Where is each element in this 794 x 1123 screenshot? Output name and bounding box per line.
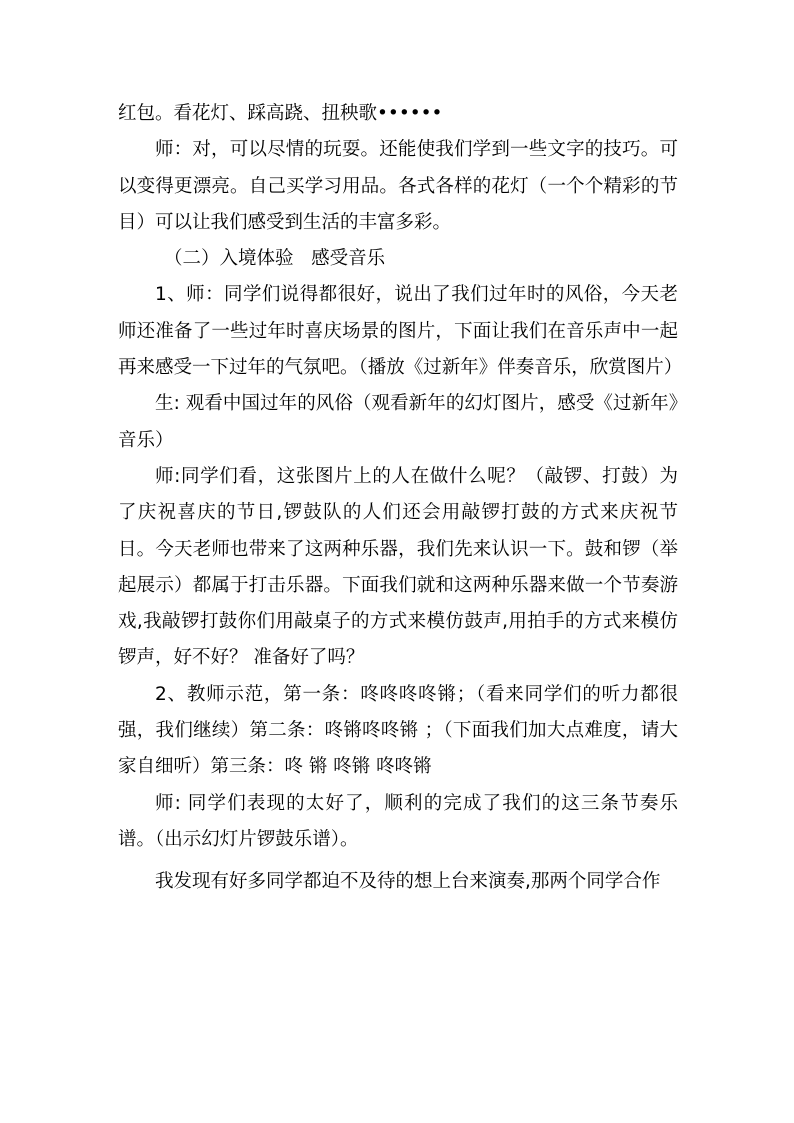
paragraph-rhythm-score: 师: 同学们表现的太好了，顺利的完成了我们的这三条节奏乐谱。（出示幻灯片锣鼓乐谱）。: [118, 792, 678, 850]
section-heading-experience-music: （二）入境体验 感受音乐: [164, 248, 386, 270]
paragraph-gong-drum: 师:同学们看，这张图片上的人在做什么呢？（敲锣、打鼓）为了庆祝喜庆的节日,锣鼓队的人们还会用敲锣打鼓的方式来庆祝节日。今天老师也带来了这两种乐器，我们先来认识一下。鼓和锣（举起展示）都属于打击乐器。下面我们就和这两种乐器来做一个节奏游戏,我敲锣打鼓你们用敲桌子的方式来模仿鼓声,用拍手的方式来模仿锣声，好不好？ 准备好了吗？: [118, 465, 678, 669]
paragraph-students-watch: 生: 观看中国过年的风俗（观看新年的幻灯图片，感受《过新年》音乐）: [118, 393, 678, 451]
paragraph-students-perform: 我发现有好多同学都迫不及待的想上台来演奏,那两个同学合作: [155, 871, 661, 893]
document-body: [118, 96, 683, 901]
paragraph-festival-activities: 红包。看花灯、踩高跷、扭秧歌••••••: [118, 103, 443, 124]
paragraph-rhythm-demo: 2、教师示范，第一条：咚咚咚咚锵；（看来同学们的听力都很强，我们继续）第二条：咚锵咚咚锵 ；（下面我们加大点难度，请大家自细听）第三条：咚 锵 咚锵 咚咚锵: [118, 683, 678, 778]
paragraph-teacher-lanterns: 师：对，可以尽情的玩耍。还能使我们学到一些文字的技巧。可以变得更漂亮。自己买学习用品。各式各样的花灯（一个个精彩的节目）可以让我们感受到生活的丰富多彩。: [118, 139, 678, 233]
paragraph-teacher-pictures: 1、师：同学们说得都很好，说出了我们过年时的风俗，今天老师还准备了一些过年时喜庆场景的图片，下面让我们在音乐声中一起再来感受一下过年的气氛吧。（播放《过新年》伴奏音乐，欣赏图片）: [118, 284, 683, 379]
